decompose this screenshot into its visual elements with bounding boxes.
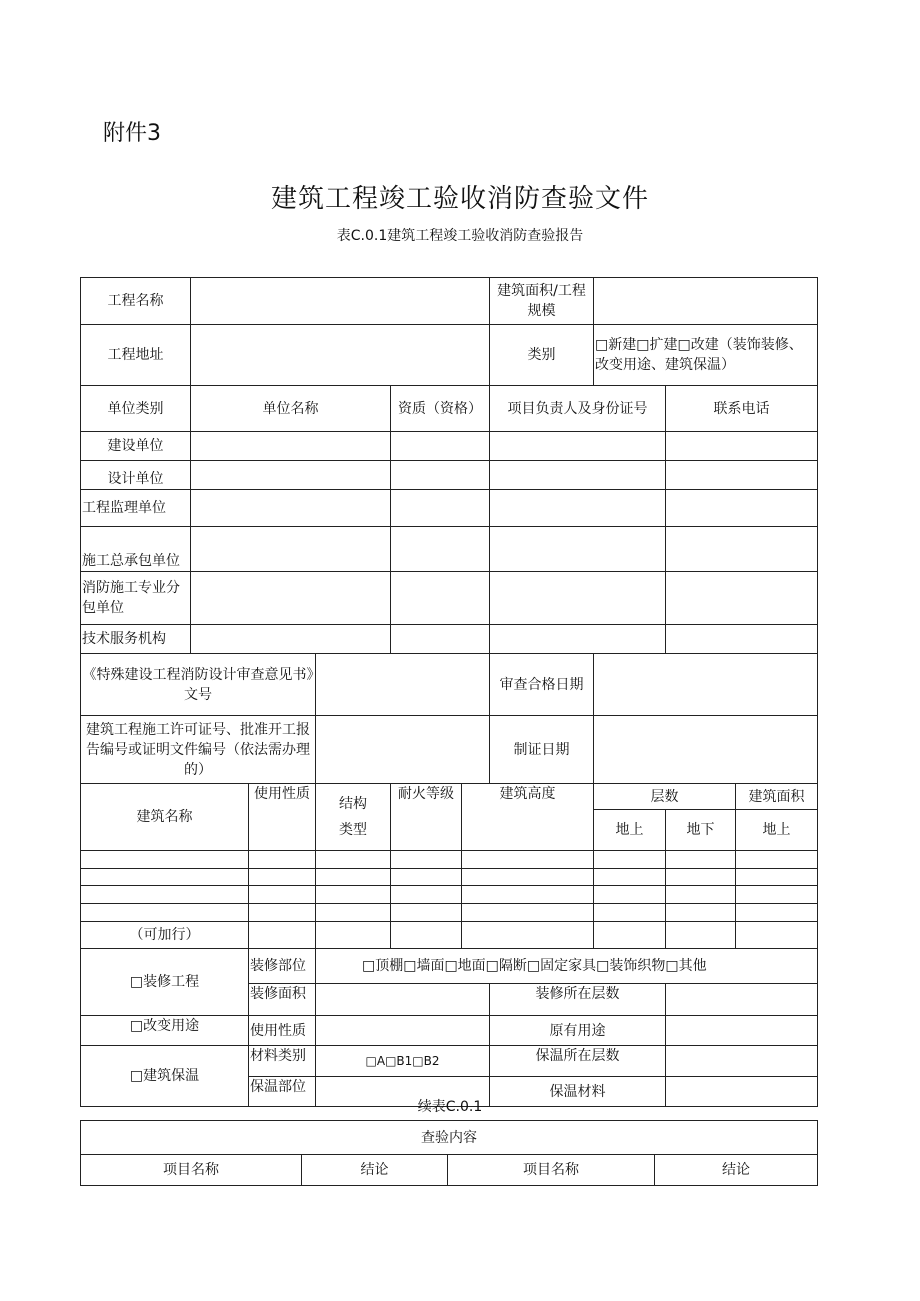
building-cell[interactable] xyxy=(594,886,666,904)
inspection-content-title: 查验内容 xyxy=(81,1121,818,1155)
unit-leader-cell[interactable] xyxy=(490,490,666,527)
building-cell[interactable] xyxy=(316,904,391,922)
unit-phone-cell[interactable] xyxy=(666,572,818,625)
permit-field[interactable] xyxy=(316,716,490,784)
decoration-part-label: 装修部位 xyxy=(249,949,316,984)
unit-row-label: 建设单位 xyxy=(81,432,191,461)
project-address-label: 工程地址 xyxy=(81,325,191,386)
building-cell[interactable] xyxy=(666,851,736,869)
conclusion-header: 结论 xyxy=(302,1155,448,1186)
building-cell[interactable] xyxy=(316,851,391,869)
building-cell[interactable] xyxy=(594,922,666,949)
unit-name-cell[interactable] xyxy=(191,490,391,527)
conclusion-header: 结论 xyxy=(655,1155,818,1186)
building-cell[interactable] xyxy=(81,904,249,922)
building-area-header: 建筑面积 xyxy=(736,784,818,810)
unit-qualification-cell[interactable] xyxy=(391,625,490,654)
structure-label-line2: 类型 xyxy=(339,822,367,838)
area-scale-label: 建筑面积/工程规模 xyxy=(490,278,594,325)
unit-leader-cell[interactable] xyxy=(490,572,666,625)
decoration-area-field[interactable] xyxy=(316,984,490,1016)
insulation-floor-field[interactable] xyxy=(666,1046,818,1077)
area-above-header: 地上 xyxy=(736,810,818,851)
unit-row-label: 施工总承包单位 xyxy=(81,527,191,572)
unit-qualification-cell[interactable] xyxy=(391,490,490,527)
change-use-field[interactable] xyxy=(316,1016,490,1046)
building-cell[interactable] xyxy=(594,904,666,922)
permit-date-field[interactable] xyxy=(594,716,818,784)
unit-leader-cell[interactable] xyxy=(490,461,666,490)
project-address-field[interactable] xyxy=(191,325,490,386)
original-use-field[interactable] xyxy=(666,1016,818,1046)
review-date-field[interactable] xyxy=(594,654,818,716)
building-cell[interactable] xyxy=(462,869,594,886)
material-type-options[interactable]: □A□B1□B2 xyxy=(316,1046,490,1077)
unit-leader-cell[interactable] xyxy=(490,625,666,654)
permit-label: 建筑工程施工许可证号、批准开工报告编号或证明文件编号（依法需办理的） xyxy=(81,716,316,784)
table-subtitle: 表C.0.1建筑工程竣工验收消防查验报告 xyxy=(336,228,584,244)
review-doc-label: 《特殊建设工程消防设计审查意见书》文号 xyxy=(81,654,316,716)
unit-qualification-cell[interactable] xyxy=(391,432,490,461)
building-cell[interactable] xyxy=(316,869,391,886)
insulation-floor-label: 保温所在层数 xyxy=(490,1046,666,1077)
building-cell[interactable] xyxy=(736,869,818,886)
unit-name-cell[interactable] xyxy=(191,625,391,654)
unit-header-qualification: 资质（资格） xyxy=(391,386,490,432)
unit-row-label: 技术服务机构 xyxy=(81,625,191,654)
unit-qualification-cell[interactable] xyxy=(391,527,490,572)
building-cell[interactable] xyxy=(316,886,391,904)
unit-qualification-cell[interactable] xyxy=(391,572,490,625)
item-name-header: 项目名称 xyxy=(81,1155,302,1186)
unit-leader-cell[interactable] xyxy=(490,432,666,461)
building-cell[interactable] xyxy=(249,922,316,949)
unit-phone-cell[interactable] xyxy=(666,527,818,572)
building-cell[interactable] xyxy=(391,922,462,949)
building-cell[interactable] xyxy=(391,869,462,886)
building-cell[interactable] xyxy=(391,904,462,922)
structure-label-line1: 结构 xyxy=(339,796,367,812)
floors-above-header: 地上 xyxy=(594,810,666,851)
building-cell[interactable] xyxy=(736,851,818,869)
change-use-label: 使用性质 xyxy=(249,1016,316,1046)
unit-qualification-cell[interactable] xyxy=(391,461,490,490)
category-label: 类别 xyxy=(490,325,594,386)
review-doc-field[interactable] xyxy=(316,654,490,716)
building-cell[interactable] xyxy=(249,869,316,886)
building-cell[interactable] xyxy=(666,869,736,886)
building-cell[interactable] xyxy=(462,904,594,922)
permit-date-label: 制证日期 xyxy=(490,716,594,784)
decoration-part-options[interactable]: □顶棚□墙面□地面□隔断□固定家具□装饰织物□其他 xyxy=(316,949,818,984)
building-cell[interactable] xyxy=(666,886,736,904)
add-row-label: （可加行） xyxy=(81,922,249,949)
building-cell[interactable] xyxy=(736,904,818,922)
building-cell[interactable] xyxy=(462,851,594,869)
decoration-floor-label: 装修所在层数 xyxy=(490,984,666,1016)
decoration-area-label: 装修面积 xyxy=(249,984,316,1016)
unit-row-label: 工程监理单位 xyxy=(81,490,191,527)
fire-rating-header: 耐火等级 xyxy=(391,784,462,851)
building-height-header: 建筑高度 xyxy=(462,784,594,851)
building-cell[interactable] xyxy=(316,922,391,949)
building-cell[interactable] xyxy=(81,869,249,886)
building-cell[interactable] xyxy=(249,886,316,904)
building-cell[interactable] xyxy=(249,851,316,869)
floors-header: 层数 xyxy=(594,784,736,810)
unit-row-label: 消防施工专业分包单位 xyxy=(81,572,191,625)
floors-below-header: 地下 xyxy=(666,810,736,851)
category-options[interactable]: □新建□扩建□改建（装饰装修、改变用途、建筑保温） xyxy=(594,325,818,386)
building-cell[interactable] xyxy=(249,904,316,922)
document-title: 建筑工程竣工验收消防查验文件 xyxy=(270,184,649,214)
item-name-header: 项目名称 xyxy=(448,1155,655,1186)
unit-header-leader: 项目负责人及身份证号 xyxy=(490,386,666,432)
unit-row-label: 设计单位 xyxy=(81,461,191,490)
unit-name-cell[interactable] xyxy=(191,461,391,490)
unit-name-cell[interactable] xyxy=(191,432,391,461)
area-scale-field[interactable] xyxy=(594,278,818,325)
change-use-checkbox[interactable]: □改变用途 xyxy=(81,1016,249,1046)
inspection-content-table xyxy=(80,1120,818,1186)
unit-name-cell[interactable] xyxy=(191,572,391,625)
building-cell[interactable] xyxy=(81,886,249,904)
building-cell[interactable] xyxy=(81,851,249,869)
building-cell[interactable] xyxy=(391,851,462,869)
building-name-header: 建筑名称 xyxy=(81,784,249,851)
building-structure-header xyxy=(316,784,391,851)
building-cell[interactable] xyxy=(736,922,818,949)
building-cell[interactable] xyxy=(462,922,594,949)
annex-label: 附件3 xyxy=(103,121,161,146)
unit-header-phone: 联系电话 xyxy=(666,386,818,432)
unit-phone-cell[interactable] xyxy=(666,461,818,490)
decoration-floor-field[interactable] xyxy=(666,984,818,1016)
building-cell[interactable] xyxy=(736,886,818,904)
unit-phone-cell[interactable] xyxy=(666,490,818,527)
original-use-label: 原有用途 xyxy=(490,1016,666,1046)
building-cell[interactable] xyxy=(666,922,736,949)
building-cell[interactable] xyxy=(462,886,594,904)
decoration-checkbox[interactable]: □装修工程 xyxy=(81,949,249,1016)
insulation-material-label: 保温材料 xyxy=(490,1077,666,1107)
unit-phone-cell[interactable] xyxy=(666,432,818,461)
inspection-report-table xyxy=(80,277,818,1107)
insulation-part-label: 保温部位 xyxy=(249,1077,316,1107)
building-cell[interactable] xyxy=(666,904,736,922)
unit-name-cell[interactable] xyxy=(191,527,391,572)
project-name-label: 工程名称 xyxy=(81,278,191,325)
unit-phone-cell[interactable] xyxy=(666,625,818,654)
building-cell[interactable] xyxy=(594,869,666,886)
building-use-header: 使用性质 xyxy=(249,784,316,851)
insulation-checkbox[interactable]: □建筑保温 xyxy=(81,1046,249,1107)
building-cell[interactable] xyxy=(594,851,666,869)
continuation-label: 续表C.0.1 xyxy=(417,1099,483,1115)
unit-header-name: 单位名称 xyxy=(191,386,391,432)
project-name-field[interactable] xyxy=(191,278,490,325)
material-type-label: 材料类别 xyxy=(249,1046,316,1077)
unit-header-type: 单位类别 xyxy=(81,386,191,432)
review-date-label: 审查合格日期 xyxy=(490,654,594,716)
unit-leader-cell[interactable] xyxy=(490,527,666,572)
building-cell[interactable] xyxy=(391,886,462,904)
